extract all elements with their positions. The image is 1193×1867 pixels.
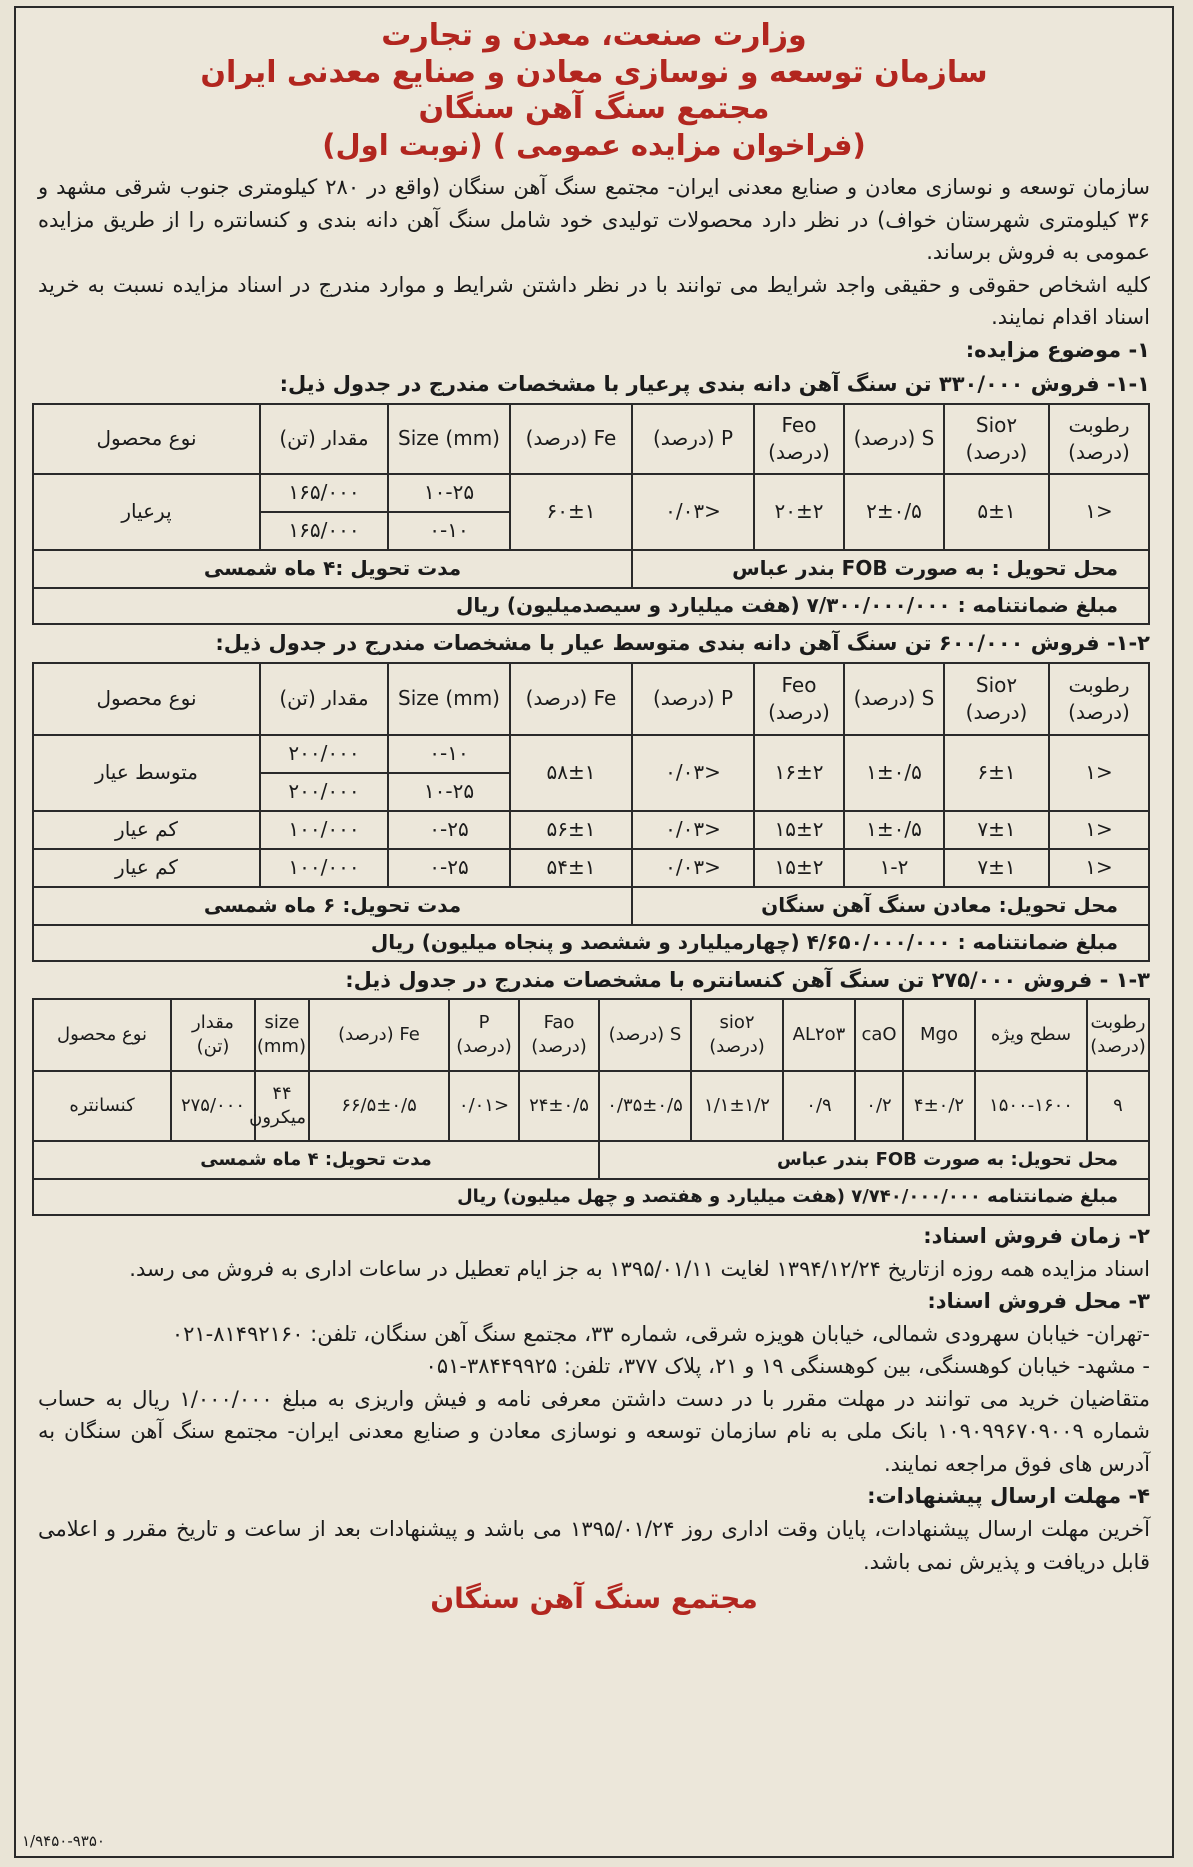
subject-heading: ۱- موضوع مزایده: — [965, 337, 1150, 362]
cell-p: <۰/۰۳ — [632, 849, 754, 887]
cell-p: <۰/۰۳ — [632, 811, 754, 849]
col-qty: مقدار (تن) — [171, 999, 255, 1071]
ministry-title: وزارت صنعت، معدن و تجارت — [381, 18, 807, 53]
table-high-grade — [32, 403, 1150, 625]
table-header-row — [33, 663, 1149, 735]
section-body: آخرین مهلت ارسال پیشنهادات، پایان وقت اداری روز ۱۳۹۵/۰۱/۲۴ می باشد و پیشنهادات بعد از ساعت و تاریخ مقرر و اعلامی قابل دریافت و پذیرش نمی باشد. — [38, 1517, 1150, 1574]
cell-moisture: <۱ — [1049, 811, 1149, 849]
cell-sio2: ۶±۱ — [944, 735, 1049, 811]
address-tehran: -تهران- خیابان سهرودی شمالی، خیابان هویزه شرقی، شماره ۳۳، مجتمع سنگ آهن سنگان، تلفن: ۸۱۴۹۲۱۶۰-۰۲۱ — [171, 1321, 1150, 1346]
col-fe: Fe (درصد) — [510, 663, 632, 735]
cell-mgo: ۴±۰/۲ — [903, 1071, 975, 1141]
col-moisture: رطوبت (درصد) — [1049, 663, 1149, 735]
table3-title: ۱-۳ - فروش ۲۷۵/۰۰۰ تن سنگ آهن کنسانتره با مشخصات مندرج در جدول ذیل: — [345, 967, 1150, 992]
section-sale-time — [38, 1220, 1150, 1285]
table-row — [33, 811, 1149, 849]
delivery-place: محل تحویل : به صورت FOB بندر عباس — [632, 550, 1149, 588]
col-s: S (درصد) — [844, 663, 944, 735]
cell-qty: ۱۰۰/۰۰۰ — [260, 849, 388, 887]
cell-fe: ۶۶/۵±۰/۵ — [309, 1071, 449, 1141]
col-p: P (درصد) — [632, 663, 754, 735]
col-product: نوع محصول — [33, 999, 171, 1071]
table-medium-grade — [32, 662, 1150, 962]
col-fao: Fao (درصد) — [519, 999, 599, 1071]
col-moisture: رطوبت (درصد) — [1049, 404, 1149, 474]
col-al2o3: AL۲o۳ — [783, 999, 855, 1071]
col-size: Size (mm) — [388, 404, 510, 474]
cell-s: ۱±۰/۵ — [844, 735, 944, 811]
cell-size: ۰-۱۰ — [388, 735, 510, 773]
cell-qty: ۲۷۵/۰۰۰ — [171, 1071, 255, 1141]
cell-product: پرعیار — [33, 474, 260, 550]
col-sio2: sio۲ (درصد) — [691, 999, 783, 1071]
table-row — [33, 849, 1149, 887]
cell-sio2: ۵±۱ — [944, 474, 1049, 550]
col-feo: Feo (درصد) — [754, 663, 844, 735]
tender-title: (فراخوان مزایده عمومی ) (نوبت اول) — [322, 127, 866, 162]
cell-qty: ۱۰۰/۰۰۰ — [260, 811, 388, 849]
cell-fe: ۵۸±۱ — [510, 735, 632, 811]
guarantee-row — [33, 1179, 1149, 1215]
guarantee-row — [33, 588, 1149, 624]
col-product: نوع محصول — [33, 404, 260, 474]
col-size: size (mm) — [255, 999, 309, 1071]
cell-product: متوسط عیار — [33, 735, 260, 811]
col-s: S (درصد) — [844, 404, 944, 474]
cell-moisture: <۱ — [1049, 735, 1149, 811]
cell-s: ۲±۰/۵ — [844, 474, 944, 550]
cell-sio2: ۱/۱±۱/۲ — [691, 1071, 783, 1141]
cell-qty: ۱۶۵/۰۰۰ — [260, 512, 388, 550]
cell-p: <۰/۰۱ — [449, 1071, 519, 1141]
cell-product: کم عیار — [33, 811, 260, 849]
col-mgo: Mgo — [903, 999, 975, 1071]
col-s: S (درصد) — [599, 999, 691, 1071]
cell-p: <۰/۰۳ — [632, 735, 754, 811]
section-body: اسناد مزایده همه روزه ازتاریخ ۱۳۹۴/۱۲/۲۴ لغایت ۱۳۹۵/۰۱/۱۱ به جز ایام تعطیل در ساعات اداری به فروش می رسد. — [129, 1256, 1150, 1281]
col-qty: مقدار (تن) — [260, 663, 388, 735]
cell-fe: ۵۴±۱ — [510, 849, 632, 887]
cell-s: ۱±۰/۵ — [844, 811, 944, 849]
complex-title: مجتمع سنگ آهن سنگان — [418, 91, 770, 127]
cell-moisture: <۱ — [1049, 849, 1149, 887]
notice-header — [38, 18, 1150, 163]
delivery-row — [33, 550, 1149, 588]
cell-size: ۴۴ میکرون — [255, 1071, 309, 1141]
delivery-time: مدت تحویل: ۴ ماه شمسی — [33, 1141, 599, 1179]
guarantee-amount: مبلغ ضمانتنامه : ۷/۳۰۰/۰۰۰/۰۰۰ (هفت میلیارد و سیصدمیلیون) ریال — [33, 588, 1149, 624]
delivery-time: مدت تحویل :۴ ماه شمسی — [33, 550, 632, 588]
cell-product: کم عیار — [33, 849, 260, 887]
cell-feo: ۲۰±۲ — [754, 474, 844, 550]
cell-size: ۰-۲۵ — [388, 811, 510, 849]
cell-size: ۱۰-۲۵ — [388, 773, 510, 811]
cell-surface: ۱۵۰۰-۱۶۰۰ — [975, 1071, 1087, 1141]
cell-s: ۰/۳۵±۰/۵ — [599, 1071, 691, 1141]
cell-qty: ۲۰۰/۰۰۰ — [260, 773, 388, 811]
delivery-row — [33, 887, 1149, 925]
cell-product: کنسانتره — [33, 1071, 171, 1141]
cell-moisture: ۹ — [1087, 1071, 1149, 1141]
col-surface: سطح ویژه — [975, 999, 1087, 1071]
col-fe: Fe (درصد) — [510, 404, 632, 474]
col-feo: Feo (درصد) — [754, 404, 844, 474]
table-row — [33, 735, 1149, 773]
section-body: متقاضیان خرید می توانند در مهلت مقرر با در دست داشتن معرفی نامه و فیش واریزی به مبلغ ۱/۰۰۰/۰۰۰ ریال به حساب شماره ۱۰۹۰۹۹۶۷۰۹۰۰۹ بانک ملی به نام سازمان توسعه و نوسازی معادن و صنایع معدنی ایران- مجتمع سنگ آهن سنگان به آدرس های فوق مراجعه نمایند. — [38, 1386, 1150, 1476]
col-size: Size (mm) — [388, 663, 510, 735]
cell-cao: ۰/۲ — [855, 1071, 903, 1141]
table-header-row — [33, 999, 1149, 1071]
eligibility-paragraph: کلیه اشخاص حقوقی و حقیقی واجد شرایط می توانند با در نظر داشتن شرایط و موارد مندرج در اسناد مزایده نسبت به خرید اسناد اقدام نمایند. — [38, 272, 1150, 330]
section-sale-place — [38, 1285, 1150, 1480]
cell-sio2: ۷±۱ — [944, 811, 1049, 849]
cell-p: <۰/۰۳ — [632, 474, 754, 550]
delivery-row — [33, 1141, 1149, 1179]
cell-size: ۰-۱۰ — [388, 512, 510, 550]
col-product: نوع محصول — [33, 663, 260, 735]
col-qty: مقدار (تن) — [260, 404, 388, 474]
intro-paragraph: سازمان توسعه و نوسازی معادن و صنایع معدنی ایران- مجتمع سنگ آهن سنگان (واقع در ۲۸۰ کیلومتری جنوب شرقی مشهد و ۳۶ کیلومتری شهرستان خواف) در نظر دارد محصولات تولیدی خود شامل سنگ آهن دانه بندی و کنسانتره را از طریق مزایده عمومی به فروش برساند. — [38, 175, 1150, 265]
col-sio2: Sio۲ (درصد) — [944, 404, 1049, 474]
cell-moisture: <۱ — [1049, 474, 1149, 550]
cell-qty: ۲۰۰/۰۰۰ — [260, 735, 388, 773]
delivery-time: مدت تحویل: ۶ ماه شمسی — [33, 887, 632, 925]
section-title: ۴- مهلت ارسال پیشنهادات: — [867, 1484, 1150, 1509]
cell-fe: ۶۰±۱ — [510, 474, 632, 550]
table-header-row — [33, 404, 1149, 474]
table-concentrate — [32, 998, 1150, 1216]
table-row — [33, 1071, 1149, 1141]
signature: مجتمع سنگ آهن سنگان — [430, 1582, 758, 1616]
organization-title: سازمان توسعه و نوسازی معادن و صنایع معدنی ایران — [200, 54, 988, 90]
cell-feo: ۱۶±۲ — [754, 735, 844, 811]
guarantee-amount: مبلغ ضمانتنامه ۷/۷۴۰/۰۰۰/۰۰۰ (هفت میلیارد و هفتصد و چهل میلیون) ریال — [33, 1179, 1149, 1215]
table2-title: ۱-۲- فروش ۶۰۰/۰۰۰ تن سنگ آهن دانه بندی متوسط عیار با مشخصات مندرج در جدول ذیل: — [215, 630, 1150, 655]
table1-title: ۱-۱- فروش ۳۳۰/۰۰۰ تن سنگ آهن دانه بندی پرعیار با مشخصات مندرج در جدول ذیل: — [279, 372, 1150, 397]
address-mashhad: - مشهد- خیابان کوهسنگی، بین کوهسنگی ۱۹ و ۲۱، پلاک ۳۷۷، تلفن: ۳۸۴۴۹۹۲۵-۰۵۱ — [425, 1354, 1150, 1379]
guarantee-amount: مبلغ ضمانتنامه : ۴/۶۵۰/۰۰۰/۰۰۰ (چهارمیلیارد و ششصد و پنجاه میلیون) ریال — [33, 925, 1149, 961]
col-fe: Fe (درصد) — [309, 999, 449, 1071]
cell-sio2: ۷±۱ — [944, 849, 1049, 887]
cell-qty: ۱۶۵/۰۰۰ — [260, 474, 388, 512]
section-title: ۳- محل فروش اسناد: — [927, 1289, 1150, 1314]
delivery-place: محل تحویل: به صورت FOB بندر عباس — [599, 1141, 1149, 1179]
section-title: ۲- زمان فروش اسناد: — [923, 1224, 1150, 1249]
tender-notice — [14, 6, 1174, 1858]
cell-size: ۱۰-۲۵ — [388, 474, 510, 512]
col-cao: caO — [855, 999, 903, 1071]
cell-feo: ۱۵±۲ — [754, 849, 844, 887]
table-row — [33, 474, 1149, 512]
cell-fe: ۵۶±۱ — [510, 811, 632, 849]
cell-feo: ۱۵±۲ — [754, 811, 844, 849]
col-moisture: رطوبت (درصد) — [1087, 999, 1149, 1071]
cell-size: ۰-۲۵ — [388, 849, 510, 887]
section-deadline — [38, 1480, 1150, 1578]
col-sio2: Sio۲ (درصد) — [944, 663, 1049, 735]
delivery-place: محل تحویل: معادن سنگ آهن سنگان — [632, 887, 1149, 925]
cell-al2o3: ۰/۹ — [783, 1071, 855, 1141]
col-p: P (درصد) — [632, 404, 754, 474]
guarantee-row — [33, 925, 1149, 961]
cell-s: ۱-۲ — [844, 849, 944, 887]
col-p: P (درصد) — [449, 999, 519, 1071]
ad-code: ۱/۹۴۵۰-۹۳۵۰ — [22, 1832, 105, 1850]
cell-fao: ۲۴±۰/۵ — [519, 1071, 599, 1141]
